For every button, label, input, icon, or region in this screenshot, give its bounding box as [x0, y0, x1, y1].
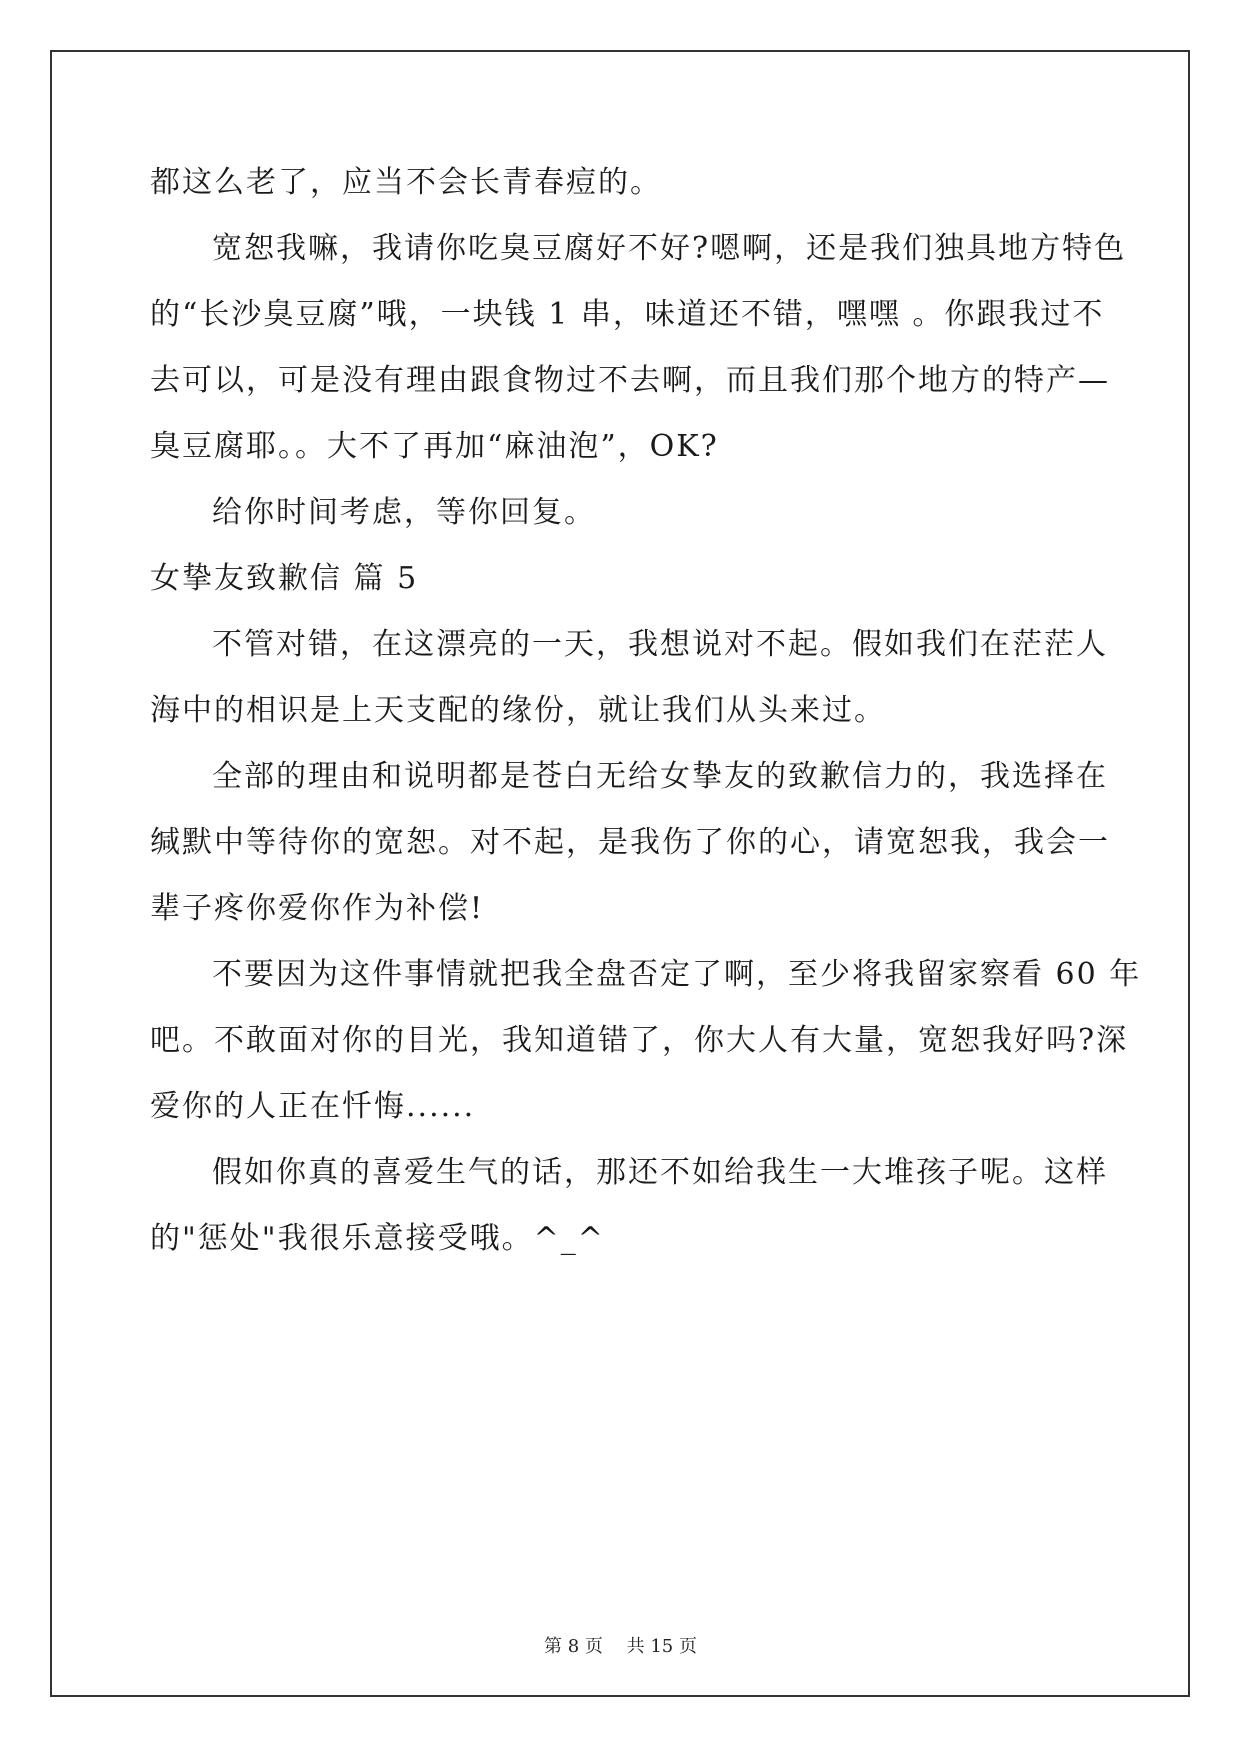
- text-line: 海中的相识是上天支配的缘份，就让我们从头来过。: [150, 693, 886, 728]
- text-line: 吧。不敢面对你的目光，我知道错了，你大人有大量，宽恕我好吗?深: [150, 1023, 1129, 1058]
- text-line: 不要因为这件事情就把我全盘否定了啊，至少将我留家察看 60 年: [212, 957, 1142, 992]
- text-line: 臭豆腐耶。。大不了再加“麻油泡”，OK?: [150, 429, 719, 464]
- text-line: 去可以，可是没有理由跟食物过不去啊，而且我们那个地方的特产—: [150, 363, 1110, 398]
- text-line: 的“长沙臭豆腐”哦，一块钱 1 串，味道还不错，嘿嘿 。你跟我过不: [150, 297, 1105, 332]
- text-line: 爱你的人正在忏悔......: [150, 1089, 476, 1124]
- page-number-footer: 第 8 页 共 15 页: [544, 1636, 697, 1657]
- text-line: 宽恕我嘛，我请你吃臭豆腐好不好?嗯啊，还是我们独具地方特色: [212, 231, 1127, 266]
- text-line: 的"惩处"我很乐意接受哦。^_^: [150, 1221, 605, 1256]
- document-body: [150, 150, 1142, 1272]
- text-line: 全部的理由和说明都是苍白无给女挚友的致歉信力的，我选择在: [212, 759, 1108, 794]
- section-heading: 女挚友致歉信 篇 5: [150, 561, 419, 596]
- text-line: 给你时间考虑，等你回复。: [212, 495, 596, 530]
- text-line: 都这么老了，应当不会长青春痘的。: [150, 165, 662, 200]
- text-line: 缄默中等待你的宽恕。对不起，是我伤了你的心，请宽恕我，我会一: [150, 825, 1110, 860]
- text-line: 假如你真的喜爱生气的话，那还不如给我生一大堆孩子呢。这样: [212, 1155, 1108, 1190]
- text-line: 不管对错，在这漂亮的一天，我想说对不起。假如我们在茫茫人: [212, 627, 1108, 662]
- text-line: 辈子疼你爱你作为补偿!: [150, 891, 485, 926]
